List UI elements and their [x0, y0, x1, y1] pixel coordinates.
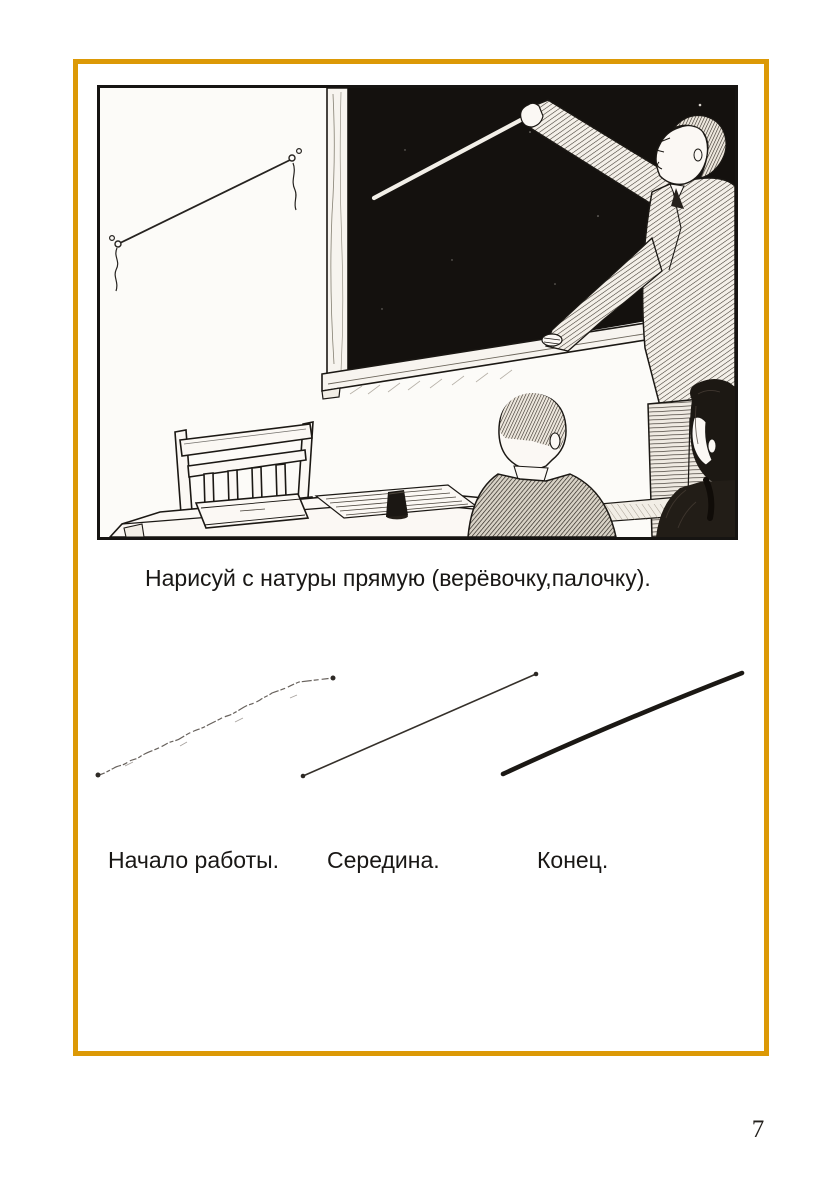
teacher-hand-on-pointer: [521, 103, 543, 127]
line-stage-thick: [503, 673, 742, 774]
line-stages-figure: [85, 658, 755, 792]
classroom-illustration: [97, 85, 738, 540]
stage-label-start: Начало работы.: [108, 847, 280, 873]
stage-label-end: Конец.: [537, 847, 609, 873]
exercise-caption: Нарисуй с натуры прямую (верёвочку,палочку).: [145, 565, 651, 591]
classroom-illustration-drawing: [100, 88, 735, 537]
inkwell: [386, 490, 408, 519]
line-stage-thin: [301, 672, 539, 779]
line-stage-sketchy: [96, 676, 336, 778]
stage-label-middle: Середина.: [327, 847, 440, 873]
page-number: 7: [751, 1116, 765, 1143]
teacher-jacket: [643, 178, 735, 411]
blackboard-frame: [327, 88, 348, 385]
